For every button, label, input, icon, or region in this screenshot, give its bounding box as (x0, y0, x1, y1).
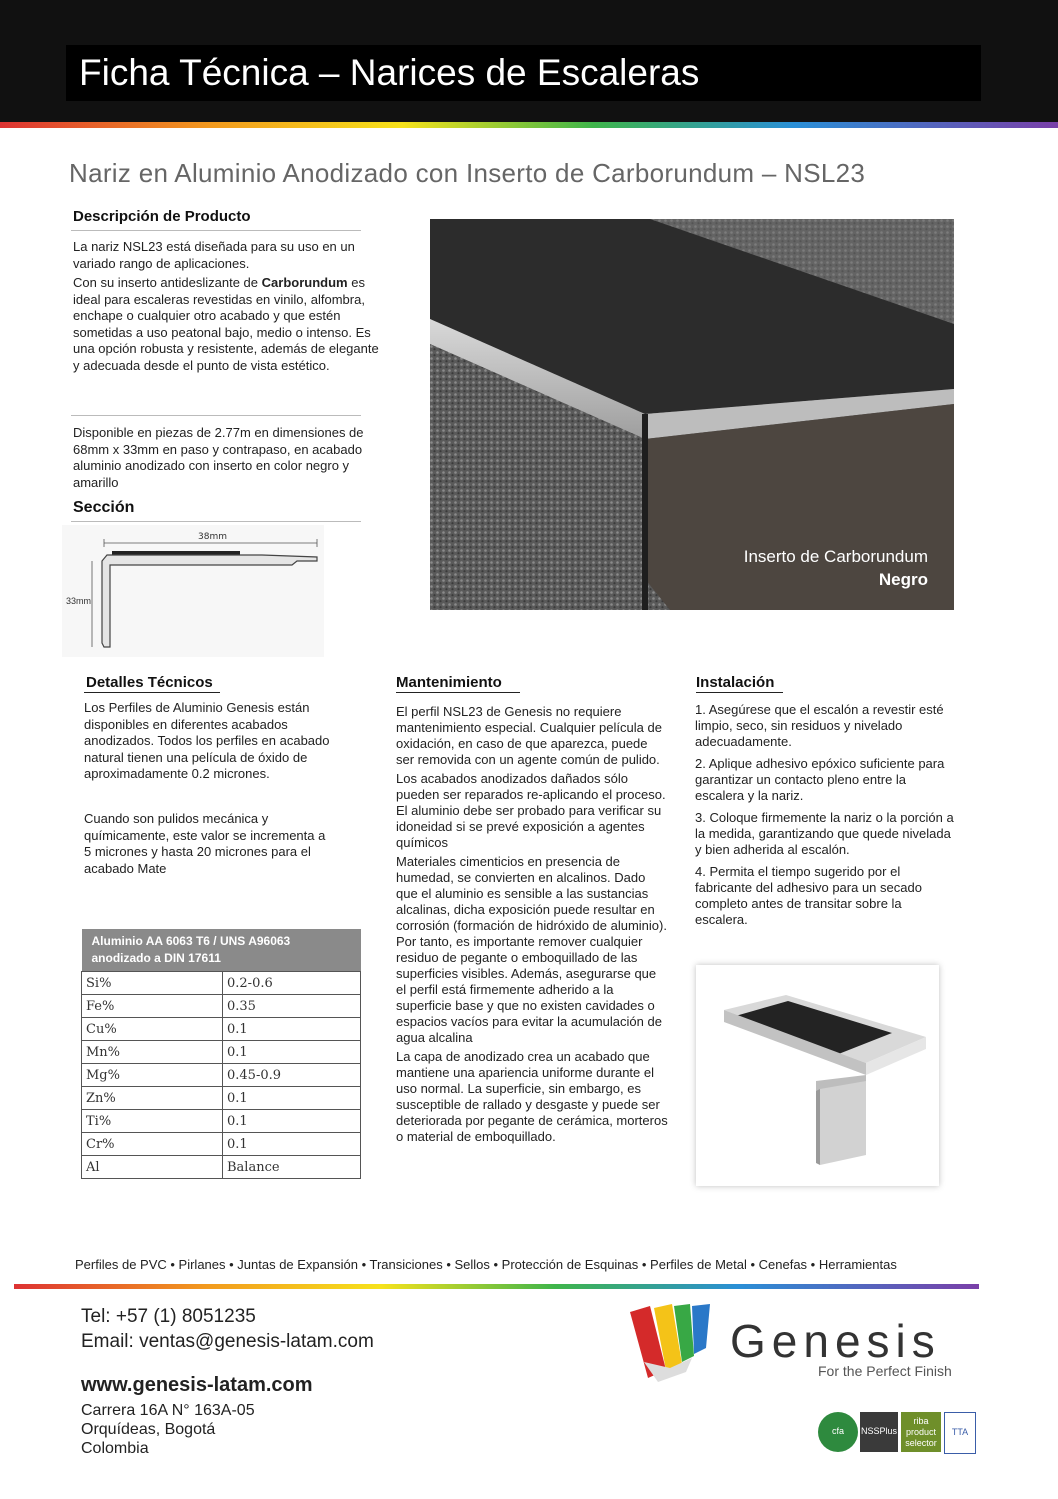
value-cell: Balance (223, 1156, 361, 1179)
element-cell: Cu% (82, 1018, 223, 1041)
element-cell: Ti% (82, 1110, 223, 1133)
table-header-row (82, 929, 361, 972)
address-line: Carrera 16A N° 163A-05 (81, 1402, 255, 1419)
value-cell: 0.1 (223, 1087, 361, 1110)
maintenance-p1: El perfil NSL23 de Genesis no requiere mantenimiento especial. Cualquier película de oxidación, en caso de que aparezca, puede ser removida con un agente común de pulido. (396, 704, 662, 767)
phone: Tel: +57 (1) 8051235 (81, 1306, 256, 1327)
installation-step: 1. Asegúrese que el escalón a revestir esté limpio, seco, sin residuos y nivelado adecuadamente. (695, 702, 944, 749)
brand-name: Genesis (730, 1315, 941, 1367)
heading-underline (396, 692, 520, 693)
installation-steps (695, 702, 957, 931)
email[interactable]: Email: ventas@genesis-latam.com (81, 1331, 374, 1352)
installation-step: 3. Coloque firmemente la nariz o la porción a la medida, garantizando que quede nivelada y bien adherida al escalón. (695, 810, 954, 857)
installation-step: 2. Aplique adhesivo epóxico suficiente para garantizar un contacto pleno entre la escalera y la nariz. (695, 756, 945, 803)
table-row (82, 1133, 361, 1156)
element-cell: Mn% (82, 1041, 223, 1064)
description-p1: La nariz NSL23 está diseñada para su uso en un variado rango de aplicaciones. (73, 239, 355, 271)
table-row (82, 1156, 361, 1179)
divider (71, 415, 361, 416)
description-p2: Con su inserto antideslizante de Carborundum es ideal para escaleras revestidas en vinilo, alfombra, enchape o cualquier otro acabado y que estén sometidas a uso peatonal bajo, medio o intenso. Es una opción robusta y resistente, además de elegante y adecuada desde el punto de vista estético. (73, 275, 379, 373)
element-cell: Zn% (82, 1087, 223, 1110)
maintenance-p2: Los acabados anodizados dañados sólo pueden ser reparados re-aplicando el proceso. El aluminio debe ser probado para verificar su idoneidad si se prevé exposición a agentes químicos (396, 771, 666, 850)
heading-underline (84, 692, 220, 693)
value-cell: 0.45-0.9 (223, 1064, 361, 1087)
installation-heading: Instalación (696, 674, 775, 691)
rainbow-divider (0, 122, 1058, 128)
brand-tagline: For the Perfect Finish (818, 1363, 952, 1379)
photo-caption-color: Negro (878, 570, 928, 589)
value-cell: 0.1 (223, 1110, 361, 1133)
table-row (82, 1064, 361, 1087)
value-cell: 0.1 (223, 1041, 361, 1064)
maintenance-text (396, 704, 668, 1148)
description-text (73, 239, 383, 377)
element-cell: Cr% (82, 1133, 223, 1156)
heading-underline (696, 692, 783, 693)
website-link[interactable]: www.genesis-latam.com (81, 1374, 313, 1396)
product-render-image (696, 965, 939, 1186)
element-cell: Si% (82, 972, 223, 995)
maintenance-p3: Materiales cimenticios en presencia de humedad, se convierten en alcalinos. Dado que el aluminio es sensible a las sustancias alcalinas, dicha exposición puede resultar en corrosión (formación de hidróxido de aluminio). Por tanto, es importante remover cualquier residuo de pegante o emboquillado de las superficies visibles. Además, asegurarse que el perfil está firmemente adherido a la superficie base y que no existen cavidades o espacios vacíos para evitar la acumulación de agua alcalina (396, 854, 667, 1045)
table-row (82, 995, 361, 1018)
product-subtitle: Nariz en Aluminio Anodizado con Inserto de Carborundum – NSL23 (69, 158, 866, 188)
value-cell: 0.1 (223, 1018, 361, 1041)
description-p3: Disponible en piezas de 2.77m en dimensiones de 68mm x 33mm en paso y contrapaso, en acabado aluminio anodizado con inserto en color negro y amarillo (73, 425, 364, 490)
photo-caption: Inserto de Carborundum (743, 547, 928, 566)
table-row (82, 1110, 361, 1133)
element-cell: Al (82, 1156, 223, 1179)
heading-rule (71, 230, 361, 231)
genesis-logo-icon (622, 1302, 727, 1387)
details-p2: Cuando son pulidos mecánica y químicamente, este valor se incrementa a 5 micrones y hasta 20 micrones para el acabado Mate (84, 811, 326, 876)
section-heading: Sección (73, 499, 135, 516)
address-line: Colombia (81, 1440, 149, 1457)
value-cell: 0.1 (223, 1133, 361, 1156)
details-p1: Los Perfiles de Aluminio Genesis están disponibles en diferentes acabados anodizados. Todos los perfiles en acabado natural tienen una película de óxido de aproximadamente 0.2 micrones. (84, 700, 330, 781)
table-header: Aluminio AA 6063 T6 / UNS A96063 anodizado a DIN 17611 (82, 929, 361, 972)
dimension-height-label: 33mm (66, 596, 92, 606)
table-row (82, 1018, 361, 1041)
table-row (82, 1087, 361, 1110)
table-row (82, 1041, 361, 1064)
element-cell: Fe% (82, 995, 223, 1018)
tta-badge-icon: TTA (944, 1412, 976, 1454)
heading-rule (71, 521, 361, 522)
riba-badge-icon: riba product selector (901, 1412, 941, 1452)
dimension-width-label: 38mm (198, 532, 227, 542)
value-cell: 0.2-0.6 (223, 972, 361, 995)
rainbow-divider (14, 1284, 979, 1289)
page-title: Ficha Técnica – Narices de Escaleras (79, 52, 700, 93)
section-drawing (62, 525, 324, 657)
address-line: Orquídeas, Bogotá (81, 1421, 216, 1438)
installation-step: 4. Permita el tiempo sugerido por el fabricante del adhesivo para un secado completo antes de transitar sobre la escalera. (695, 864, 922, 927)
cfa-badge-icon: cfa (818, 1412, 858, 1452)
maintenance-heading: Mantenimiento (396, 674, 502, 691)
description-heading: Descripción de Producto (73, 208, 251, 225)
details-heading: Detalles Técnicos (86, 674, 213, 691)
table-row (82, 972, 361, 995)
product-categories: Perfiles de PVC • Pirlanes • Juntas de Expansión • Transiciones • Sellos • Protección de Esquinas • Perfiles de Metal • Cenefas • Herramientas (75, 1257, 897, 1272)
maintenance-p4: La capa de anodizado crea un acabado que mantiene una apariencia uniforme durante el uso normal. La superficie, sin embargo, es susceptible de rallado y desgaste y puede ser deteriorada por pegante de cerámica, morteros o material de emboquillado. (396, 1049, 668, 1144)
element-cell: Mg% (82, 1064, 223, 1087)
nssplus-badge-icon: NSSPlus (860, 1412, 898, 1452)
chemical-composition-table (81, 929, 361, 1179)
value-cell: 0.35 (223, 995, 361, 1018)
